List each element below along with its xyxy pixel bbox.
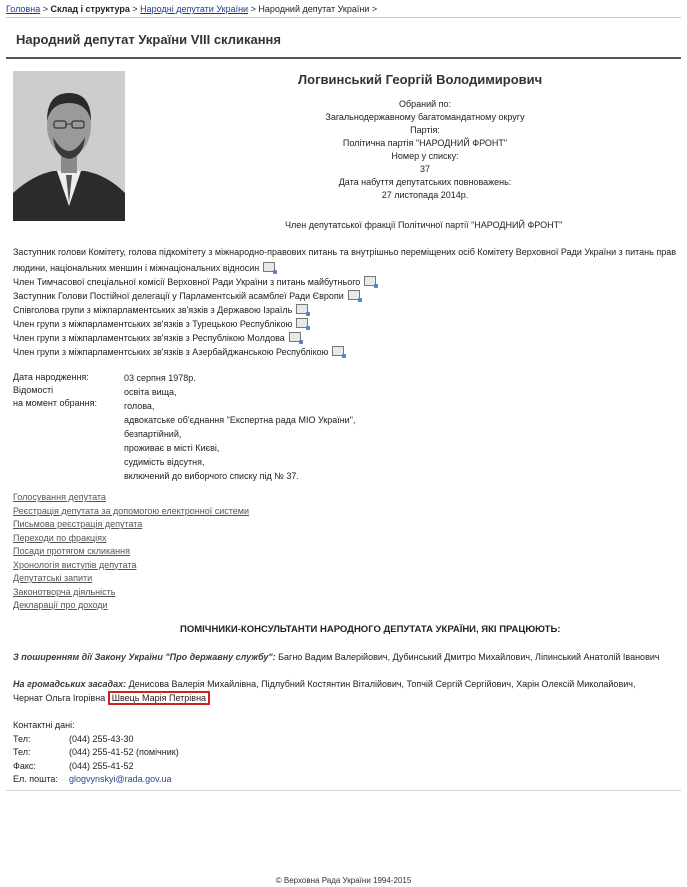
position-text: Член групи з міжпарламентських зв'язків з Республікою Молдова (13, 333, 285, 343)
contact-value: (044) 255-41-52 (помічник) (69, 747, 179, 757)
link-positions[interactable]: Посади протягом скликання (13, 546, 130, 556)
breadcrumb-sep: > (371, 4, 378, 14)
contact-label: Ел. пошта: (13, 774, 58, 784)
link-speeches[interactable]: Хронологія виступів депутата (13, 559, 137, 570)
position-line (13, 318, 308, 330)
document-icon[interactable] (263, 262, 275, 272)
link-voting[interactable]: Голосування депутата (13, 492, 106, 502)
info-line: Номер у списку: (391, 151, 459, 161)
bio-values (124, 371, 424, 483)
position-line (13, 262, 275, 274)
position-text: Член групи з міжпарламентських зв'язків з Азербайджанською Республікою (13, 347, 329, 357)
breadcrumb-deputies[interactable]: Народні депутати України (140, 4, 249, 14)
position-text: людини, національних меншин і міжнаціональних відносин (13, 263, 260, 273)
document-icon[interactable] (296, 318, 308, 328)
info-line: Дата набуття депутатських повноважень: (338, 177, 512, 187)
position-line (13, 276, 376, 288)
link-legislation[interactable]: Законотворча діяльність (13, 586, 116, 597)
title-divider (6, 57, 681, 59)
volunteer-assistants-label: На громадських засадах: (13, 679, 127, 689)
info-line: Загальнодержавному багатомандатному округу (325, 112, 525, 122)
bio-value: безпартійний, (124, 429, 182, 439)
bio-value: адвокатське об'єднання "Експертна рада МІО України", (124, 415, 356, 425)
contact-value: (044) 255-41-52 (69, 760, 134, 771)
position-text: Член Тимчасової спеціальної комісії Верховної Ради України з питань майбутнього (13, 277, 361, 287)
document-icon[interactable] (296, 304, 308, 314)
deputy-photo (13, 71, 125, 221)
bio-value: освіта вища, (124, 387, 177, 397)
document-icon[interactable] (332, 346, 344, 356)
bio-value: проживає в місті Києві, (124, 443, 220, 453)
bio-label: на момент обрання: (13, 398, 97, 408)
bio-label: Відомості (13, 385, 54, 395)
volunteer-assistants-names-2: Чернат Ольга Ігорівна (13, 693, 106, 703)
volunteer-assistants (13, 677, 673, 705)
breadcrumb-current: Народний депутат України (258, 4, 370, 14)
link-declarations[interactable]: Декларації про доходи (13, 600, 108, 610)
breadcrumb-sep: > (132, 4, 138, 14)
info-line: 27 листопада 2014р. (381, 190, 469, 200)
bio-value: судимість відсутня, (124, 457, 205, 467)
position-line (13, 346, 344, 358)
bio-value: включений до виборчого списку під № 37. (124, 471, 299, 481)
bio-value: голова, (124, 401, 155, 411)
document-icon[interactable] (348, 290, 360, 300)
link-written-registration[interactable]: Письмова реєстрація депутата (13, 519, 143, 529)
document-icon[interactable] (289, 332, 301, 342)
bio-label: Дата народження: (13, 372, 89, 382)
divider (6, 790, 681, 791)
position-text: Член групи з міжпарламентських зв'язків з Турецькою Республікою (13, 319, 293, 329)
page-title: Народний депутат України VIII скликання (16, 32, 281, 47)
contact-phone (13, 733, 179, 747)
paid-assistants-names: Багно Вадим Валерійович, Дубинський Дмитро Михайлович, Ліпинський Анатолій Іванович (278, 652, 660, 662)
info-line: Партія: (410, 125, 440, 135)
contact-label: Тел: (13, 747, 31, 757)
highlighted-assistant: Швець Марія Петрівна (108, 691, 210, 705)
position-text: Співголова групи з міжпарламентських зв'язків з Державою Ізраїль (13, 305, 293, 315)
link-fraction-transfers[interactable]: Переходи по фракціях (13, 532, 107, 543)
breadcrumb (6, 4, 377, 14)
breadcrumb-sep: > (42, 4, 48, 14)
position-text: Заступник Голови Постійної делегації у Парламентській асамблеї Ради Європи (13, 291, 344, 301)
deputy-links (13, 491, 249, 613)
email-link[interactable]: glogvynskyi@rada.gov.ua (69, 774, 172, 784)
position-line (13, 332, 301, 344)
link-electronic-registration[interactable]: Реєстрація депутата за допомогою електронної системи (13, 505, 250, 516)
contact-value: (044) 255-43-30 (69, 733, 134, 744)
info-line: Політична партія "НАРОДНИЙ ФРОНТ" (342, 138, 508, 148)
contact-fax (13, 760, 179, 774)
fraction-membership: Член депутатської фракції Політичної партії "НАРОДНИЙ ФРОНТ" (285, 220, 563, 230)
breadcrumb-home[interactable]: Головна (6, 4, 41, 14)
document-icon[interactable] (364, 276, 376, 286)
bio-labels (13, 371, 113, 410)
volunteer-assistants-names: Денисова Валерія Михайлівна, Підлубний Костянтин Віталійович, Топчій Сергій Сергійович, Харін Олексій Миколайович, (128, 679, 636, 689)
paid-assistants (13, 652, 660, 662)
divider (6, 17, 681, 18)
deputy-info (300, 98, 550, 202)
contacts-heading: Контактні дані: (13, 720, 75, 730)
contact-email (13, 773, 179, 787)
breadcrumb-sep: > (250, 4, 256, 14)
contacts (13, 719, 179, 787)
bio-value: 03 серпня 1978р. (124, 373, 196, 383)
contact-label: Тел: (13, 733, 31, 744)
deputy-name: Логвинський Георгій Володимирович (298, 72, 543, 87)
paid-assistants-label: З поширенням дії Закону України "Про державну службу": (13, 652, 276, 662)
position-line (13, 290, 360, 302)
info-line: 37 (419, 164, 430, 174)
assistants-heading: ПОМІЧНИКИ-КОНСУЛЬТАНТИ НАРОДНОГО ДЕПУТАТА УКРАЇНИ, ЯКІ ПРАЦЮЮТЬ: (180, 624, 561, 635)
breadcrumb-structure[interactable]: Склад і структура (50, 4, 130, 14)
contact-phone-assistant (13, 746, 179, 760)
position-line: Заступник голови Комітету, голова підкомітету з міжнародно-правових питань та внутрішньо переміщених осіб Комітету Верховної Ради України з питань прав (13, 247, 676, 257)
link-requests[interactable]: Депутатські запити (13, 573, 93, 583)
footer-copyright: © Верховна Рада України 1994-2015 (275, 876, 412, 885)
info-line: Обраний по: (398, 99, 452, 109)
contact-label: Факс: (13, 760, 36, 771)
position-line (13, 304, 308, 316)
